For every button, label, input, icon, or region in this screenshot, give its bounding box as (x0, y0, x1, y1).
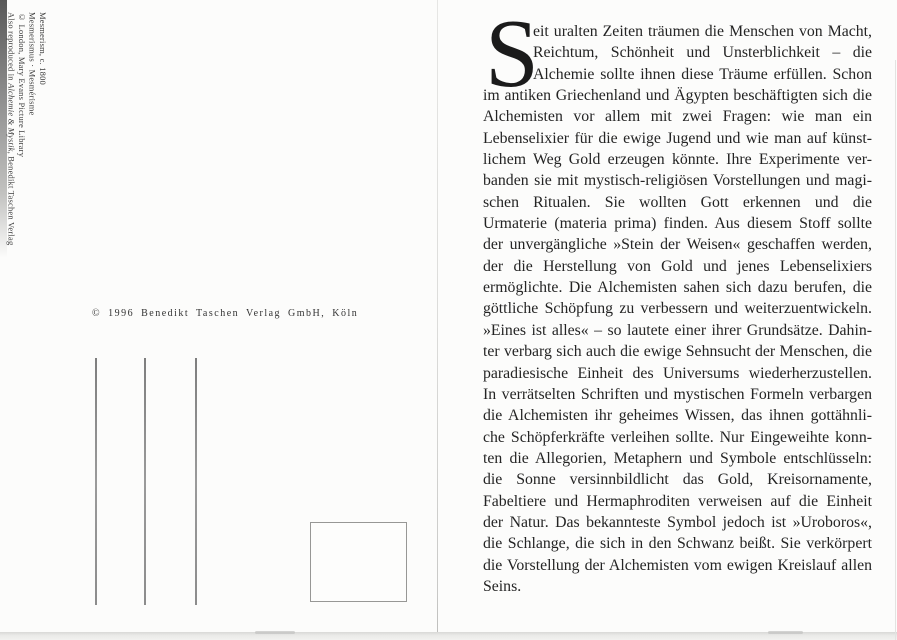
vertical-rule-3 (195, 358, 197, 605)
paragraph (483, 21, 872, 597)
drop-cap: S (485, 0, 539, 107)
vertical-rule-1 (95, 358, 97, 605)
text-line: ter verbarg sich auch die ewige Sehnsucht der Menschen, die (483, 343, 872, 361)
credit-note-suffix: , Benedikt Taschen Verlag (6, 151, 17, 246)
text-line: der Natur. Das bekannteste Symbol jedoch ist »Uroboros«, (483, 513, 872, 531)
text-line: eit uralten Zeiten träumen die Menschen von Macht, (533, 23, 872, 40)
picture-credit-vertical-text (6, 12, 48, 245)
scan-smudge (768, 631, 803, 634)
text-line: schen Ritualen. Sie wollten Gott erkennen und die (483, 193, 872, 211)
text-line: banden sie mit mystisch-religiösen Vorstellungen und magi- (483, 172, 872, 190)
credit-source: © London, Mary Evans Picture Library (17, 12, 27, 158)
credit-title-translations: Mesmerismus · Mesmérisme (27, 12, 38, 116)
page-gutter-line (437, 0, 438, 640)
text-line: Reichtum, Schönheit und Unsterblichkeit – die (533, 44, 872, 62)
text-line: göttliche Schöpfung zu verbessern und weiterzuentwickeln. (483, 300, 872, 318)
text-line: Urmaterie (materia prima) finden. Aus diesem Stoff sollte (483, 215, 872, 233)
text-line: In verrätselten Schriften und mystischen Formeln verbargen (483, 385, 872, 403)
credit-note-book-title: Alchemie & Mystik (6, 83, 17, 152)
text-line: Alchemisten vor allem mit zwei Fragen: wie man ein (483, 108, 872, 126)
text-line: che Schöpferkräfte verleihen sollte. Nur Eingeweihte konn- (483, 428, 872, 446)
credit-note-prefix: Also reproduced in (6, 12, 17, 84)
credit-title: Mesmerism, c. 1800 (38, 12, 48, 86)
text-line: »Eines ist alles« – so lautete einer ihrer Grundsätze. Dahin- (483, 321, 872, 339)
text-line: die Schlange, die sich in den Schwanz beißt. Sie verkörpert (483, 535, 872, 553)
text-line: die Sonne versinnbildlicht das Gold, Kreisornamente, (483, 471, 872, 489)
text-line: paradiesische Einheit des Universums wiederherzustellen. (483, 364, 872, 382)
text-line: der die Herstellung von Gold und jenes Lebenselixiers (483, 257, 872, 275)
text-line: im antiken Griechenland und Ägypten beschäftigten sich die (483, 87, 872, 105)
text-line: ten die Allegorien, Metaphern und Symbole entschlüsseln: (483, 449, 872, 467)
scan-edge-shadow-bottom (0, 632, 897, 640)
vertical-rule-2 (144, 358, 146, 605)
body-text-column (483, 0, 872, 597)
text-line: die Alchemisten ihr geheimes Wissen, das ihnen gottähnli- (483, 407, 872, 425)
copyright-line: © 1996 Benedikt Taschen Verlag GmbH, Köln (92, 308, 359, 319)
text-line: ermöglichte. Die Alchemisten sahen sich dazu berufen, die (483, 279, 872, 297)
scan-smudge (255, 631, 295, 634)
text-line: Seins. (483, 577, 522, 595)
text-line: Alchemie sollte ihnen diese Träume erfüllen. Schon (533, 65, 872, 83)
empty-image-frame (310, 522, 407, 602)
text-line: die Vorstellung der Alchemisten vom ewigen Kreislauf allen (483, 556, 872, 574)
credit-reproduction-note (6, 12, 17, 245)
text-line: lichem Weg Gold erzeugen könnte. Ihre Experimente ver- (483, 151, 872, 169)
text-line: Lebenselixier für die ewige Jugend und wie man auf künst- (483, 129, 872, 147)
text-line: Fabeltiere und Hermaphroditen verweisen auf die Einheit (483, 492, 872, 510)
text-line: der unvergängliche »Stein der Weisen« geschaffen werden, (483, 236, 872, 254)
scan-edge-shadow-right (895, 60, 896, 640)
